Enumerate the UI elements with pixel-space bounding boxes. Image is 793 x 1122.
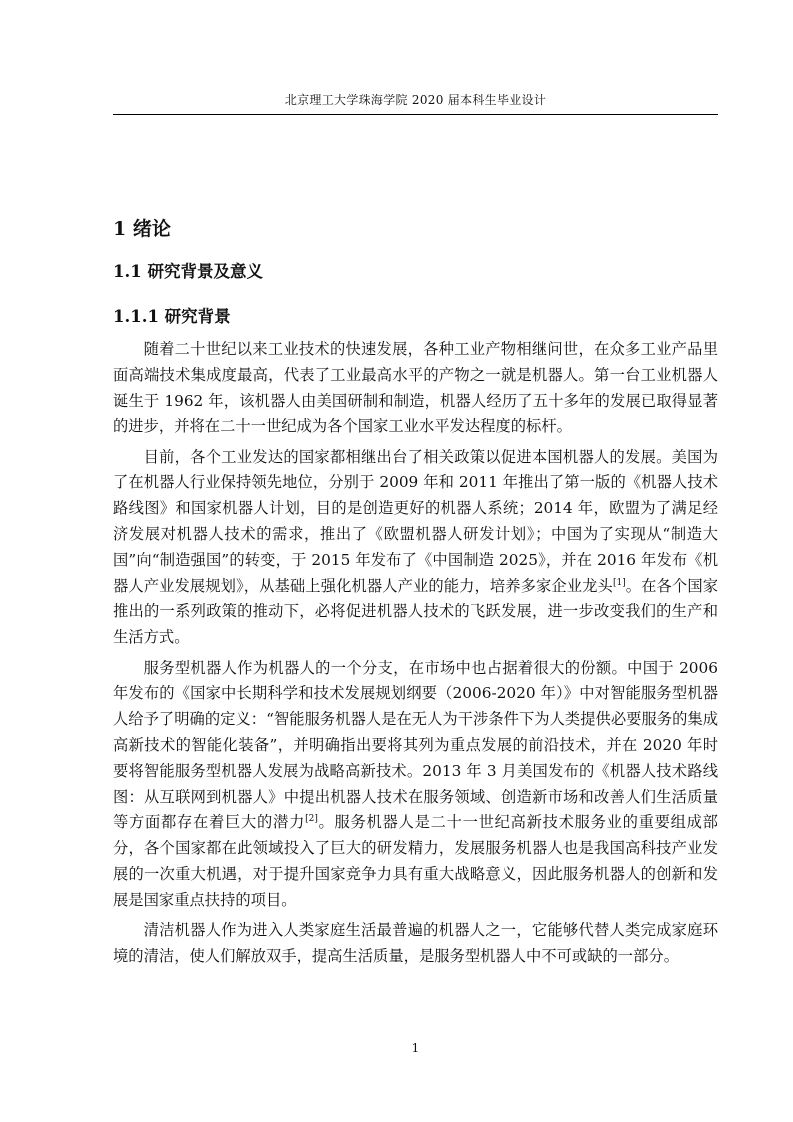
subsection-heading: 1.1.1 研究背景 [113,307,231,326]
paragraph-text: 服务型机器人作为机器人的一个分支，在市场中也占据着很大的份额。中国于 2006 年发布的《国家中长期科学和技术发展规划纲要（2006-2020 年）》中对智能服务型机器人给予了明确的定义：“智能服务机器人是在无人为干涉条件下为人类提供必要服务的集成高新技术的智能化装备”，并明确指出要将其列为重点发展的前沿技术，并在 2020 年时要将智能服务型机器人发展为战略高新技术。2013 年 3 月美国发布的《机器人技术路线图：从互联网到机器人》中提出机器人技术在服务领域、创造新市场和改善人们生活质量等方面都存在着巨大的潜力 [113,658,718,832]
paragraph-text: 清洁机器人作为进入人类家庭生活最普遍的机器人之一，它能够代替人类完成家庭环境的清洁，使人们解放双手，提高生活质量，是服务型机器人中不可或缺的一部分。 [113,921,718,965]
paragraph-text: 目前，各个工业发达的国家都相继出台了相关政策以促进本国机器人的发展。美国为了在机器人行业保持领先地位，分别于 2009 年和 2011 年推出了第一版的《机器人技术路线图》和国家机器人计划，目的是创造更好的机器人系统；2014 年，欧盟为了满足经济发展对机器人技术的需求，推出了《欧盟机器人研发计划》；中国为了实现从“制造大国”向“制造强国”的转变，于 2015 年发布了《中国制造 2025》，并在 2016 年发布《机器人产业发展规划》，从基础上强化机器人产业的能力，培养多家企业龙头 [113,447,718,595]
body-text [113,337,718,974]
paragraph-text: 随着二十世纪以来工业技术的快速发展，各种工业产物相继问世，在众多工业产品里面高端技术集成度最高，代表了工业最高水平的产物之一就是机器人。第一台工业机器人诞生于 1962 年，该机器人由美国研制和制造，机器人经历了五十多年的发展已取得显著的进步，并将在二十一世纪成为各个国家工业水平发达程度的标杆。 [113,340,718,436]
section-heading: 1.1 研究背景及意义 [113,262,263,281]
citation-ref: [2] [305,814,318,825]
paragraph-4 [113,918,718,970]
paragraph-text-tail: 。服务机器人是二十一世纪高新技术服务业的重要组成部分，各个国家都在此领域投入了巨大的研发精力，发展服务机器人也是我国高科技产业发展的一次重大机遇，对于提升国家竞争力具有重大战略意义，因此服务机器人的创新和发展是国家重点扶持的项目。 [113,813,718,909]
header-rule [113,114,718,115]
citation-ref: [1] [612,577,626,588]
paragraph-3 [113,656,718,914]
page-number: 1 [411,1041,420,1055]
paragraph-1 [113,337,718,440]
chapter-heading: 1 绪论 [113,218,171,240]
paragraph-2 [113,445,718,651]
paragraph-text-tail: 。在各个国家推出的一系列政策的推动下，必将促进机器人技术的飞跃发展，进一步改变我们的生产和生活方式。 [113,576,718,647]
running-header: 北京理工大学珠海学院 2020 届本科生毕业设计 [284,93,547,107]
